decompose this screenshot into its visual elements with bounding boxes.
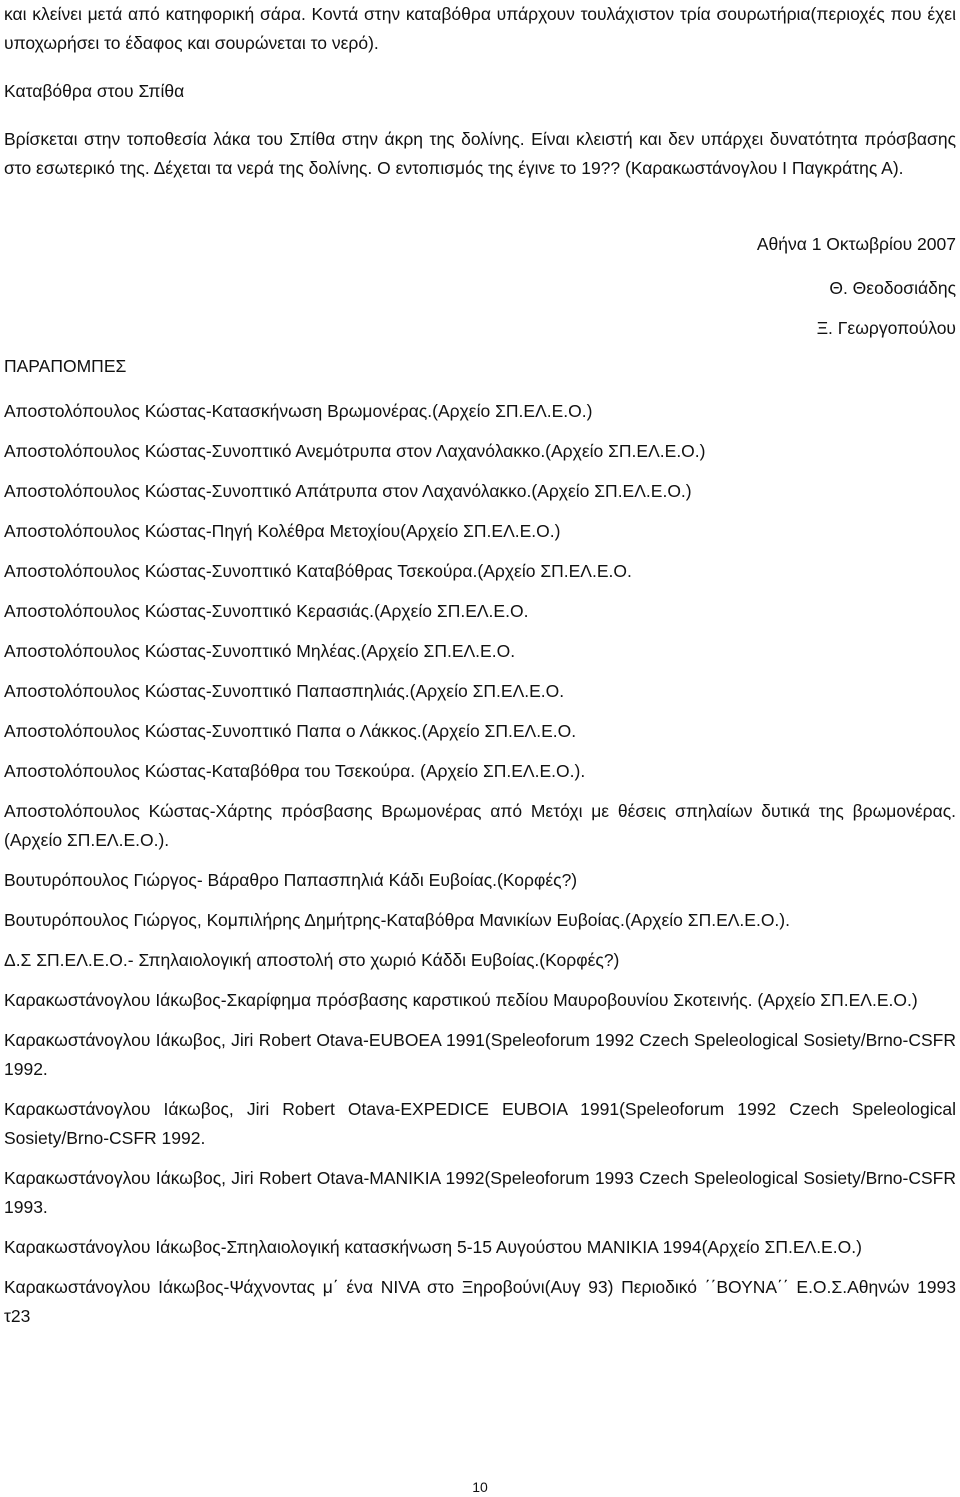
reference-item: Αποστολόπουλος Κώστας-Συνοπτικό Παπασπηλιάς.(Αρχείο ΣΠ.ΕΛ.Ε.Ο. [4,681,565,701]
intro-paragraph-2: Βρίσκεται στην τοποθεσία λάκα του Σπίθα στην άκρη της δολίνης. Είναι κλειστή και δεν υπάρχει δυνατότητα πρόσβασης στο εσωτερικό της. Δέχεται τα νερά της δολίνης. Ο εντοπισμός της έγινε το 19?? (Καρακωστάνογλου Ι Παγκράτης Α). [4,129,956,178]
author-2: Ξ. Γεωργοπούλου [816,318,956,338]
reference-item: Βουτυρόπουλος Γιώργος- Βάραθρο Παπασπηλιά Κάδι Ευβοίας.(Κορφές?) [4,870,578,890]
reference-item: Αποστολόπουλος Κώστας-Συνοπτικό Κερασιάς.(Αρχείο ΣΠ.ΕΛ.Ε.Ο. [4,601,529,621]
reference-item: Καρακωστάνογλου Ιάκωβος, Jiri Robert Otava-MANIKIA 1992(Speleoforum 1993 Czech Speleological Sosiety/Brno-CSFR 1993. [4,1168,956,1217]
reference-item: Αποστολόπουλος Κώστας-Κατασκήνωση Βρωμονέρας.(Αρχείο ΣΠ.ΕΛ.Ε.Ο.) [4,401,593,421]
reference-item: Βουτυρόπουλος Γιώργος, Κομπιλήρης Δημήτρης-Καταβόθρα Μανικίων Ευβοίας.(Αρχείο ΣΠ.ΕΛ.Ε.Ο.). [4,910,790,930]
reference-item: Αποστολόπουλος Κώστας-Καταβόθρα του Τσεκούρα. (Αρχείο ΣΠ.ΕΛ.Ε.Ο.). [4,761,586,781]
reference-item: Δ.Σ ΣΠ.ΕΛ.Ε.Ο.- Σπηλαιολογική αποστολή στο χωριό Κάδδι Ευβοίας.(Κορφές?) [4,950,620,970]
reference-item: Καρακωστάνογλου Ιάκωβος-Σπηλαιολογική κατασκήνωση 5-15 Αυγούστου ΜΑΝΙΚΙΑ 1994(Αρχείο ΣΠ.ΕΛ.Ε.Ο.) [4,1237,862,1257]
reference-item: Καρακωστάνογλου Ιάκωβος-Σκαρίφημα πρόσβασης καρστικού πεδίου Μαυροβουνίου Σκοτεινής. (Αρχείο ΣΠ.ΕΛ.Ε.Ο.) [4,990,918,1010]
reference-item: Αποστολόπουλος Κώστας-Συνοπτικό Ανεμότρυπα στον Λαχανόλακκο.(Αρχείο ΣΠ.ΕΛ.Ε.Ο.) [4,441,706,461]
references-heading: ΠΑΡΑΠΟΜΠΕΣ [4,356,127,376]
reference-item: Αποστολόπουλος Κώστας-Πηγή Κολέθρα Μετοχίου(Αρχείο ΣΠ.ΕΛ.Ε.Ο.) [4,521,561,541]
intro-text [4,0,956,183]
page-number: 10 [472,1479,488,1495]
reference-item: Καρακωστάνογλου Ιάκωβος-Ψάχνοντας μ΄ ένα NIVA στο Ξηροβούνι(Αυγ 93) Περιοδικό ΄΄ΒΟΥΝΑ΄΄ Ε.Ο.Σ.Αθηνών 1993 τ23 [4,1277,956,1326]
reference-item: Αποστολόπουλος Κώστας-Συνοπτικό Παπα ο Λάκκος.(Αρχείο ΣΠ.ΕΛ.Ε.Ο. [4,721,577,741]
reference-item: Αποστολόπουλος Κώστας-Χάρτης πρόσβασης Βρωμονέρας από Μετόχι με θέσεις σπηλαίων δυτικά της βρωμονέρας. (Αρχείο ΣΠ.ΕΛ.Ε.Ο.). [4,801,956,850]
place-date: Αθήνα 1 Οκτωβρίου 2007 [756,234,956,254]
references-list [4,397,956,1342]
reference-item: Αποστολόπουλος Κώστας-Συνοπτικό Καταβόθρας Τσεκούρα.(Αρχείο ΣΠ.ΕΛ.Ε.Ο. [4,561,632,581]
section-heading: Καταβόθρα στου Σπίθα [4,81,185,101]
reference-item: Αποστολόπουλος Κώστας-Συνοπτικό Απάτρυπα στον Λαχανόλακκο.(Αρχείο ΣΠ.ΕΛ.Ε.Ο.) [4,481,692,501]
reference-item: Καρακωστάνογλου Ιάκωβος, Jiri Robert Otava-EXPEDICE EUBOIA 1991(Speleoforum 1992 Czech Speleological Sosiety/Brno-CSFR 1992. [4,1099,956,1148]
intro-paragraph-1: και κλείνει μετά από κατηφορική σάρα. Κοντά στην καταβόθρα υπάρχουν τουλάχιστον τρία σουρωτήρια(περιοχές που έχει υποχωρήσει το έδαφος και σουρώνεται το νερό). [4,4,956,53]
reference-item: Καρακωστάνογλου Ιάκωβος, Jiri Robert Otava-EUBOEA 1991(Speleoforum 1992 Czech Speleological Sosiety/Brno-CSFR 1992. [4,1030,956,1079]
author-1: Θ. Θεοδοσιάδης [829,278,956,298]
reference-item: Αποστολόπουλος Κώστας-Συνοπτικό Μηλέας.(Αρχείο ΣΠ.ΕΛ.Ε.Ο. [4,641,516,661]
